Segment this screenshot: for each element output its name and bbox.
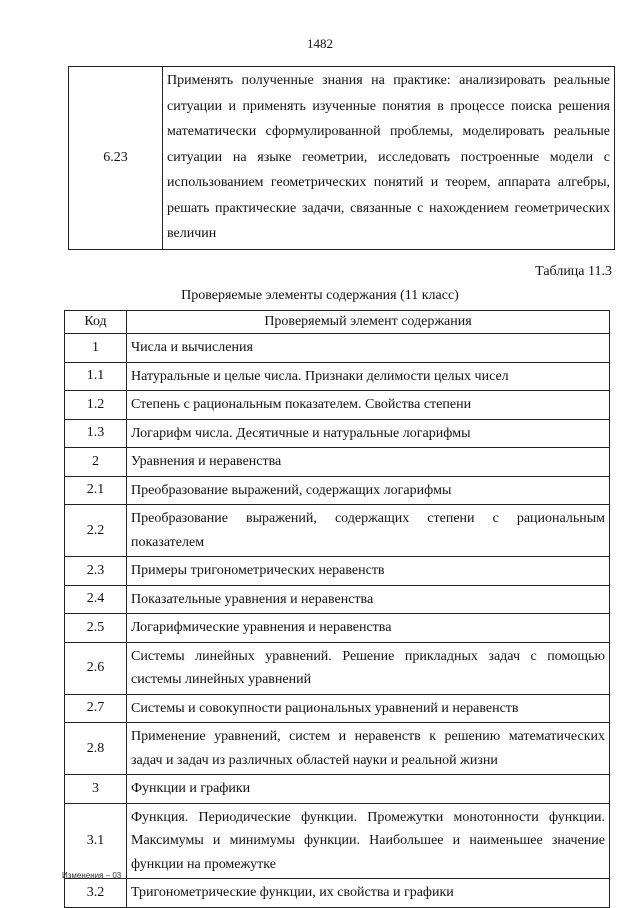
row-text: Преобразование выражений, содержащих степени с рациональным показателем [127, 505, 610, 557]
table-row [65, 614, 610, 643]
table-row [69, 67, 615, 250]
row-text: Применение уравнений, систем и неравенств к решению математических задач и задач из различных областей науки и реальной жизни [127, 723, 610, 775]
table-row [65, 448, 610, 477]
row-code: 2.7 [65, 694, 127, 723]
row-text: Системы линейных уравнений. Решение прикладных задач с помощью системы линейных уравнений [127, 642, 610, 694]
table-header-row [65, 311, 610, 334]
table-row [65, 723, 610, 775]
table-row [65, 803, 610, 879]
row-code: 3.1 [65, 803, 127, 879]
row-text: Применять полученные знания на практике: анализировать реальные ситуации и применять изученные понятия в процессе поиска решения математически сформулированной проблемы, моделировать реальные ситуации на языке геометрии, исследовать построенные модели с использованием геометрических понятий и теорем, аппарата алгебры, решать практические задачи, связанные с нахождением геометрических величин [163, 67, 615, 250]
table-row [65, 419, 610, 448]
row-code: 2.6 [65, 642, 127, 694]
table-row [65, 879, 610, 908]
row-text: Натуральные и целые числа. Признаки делимости целых чисел [127, 362, 610, 391]
row-code: 1.1 [65, 362, 127, 391]
table-row [65, 557, 610, 586]
row-text: Логарифмические уравнения и неравенства [127, 614, 610, 643]
footer-note: Изменения – 03 [62, 871, 122, 880]
row-code: 1.3 [65, 419, 127, 448]
table-row [65, 694, 610, 723]
table-row [65, 585, 610, 614]
row-text: Функции и графики [127, 775, 610, 804]
row-text: Логарифм числа. Десятичные и натуральные логарифмы [127, 419, 610, 448]
row-code: 1.2 [65, 391, 127, 420]
table-row [65, 642, 610, 694]
content-elements-table [64, 310, 610, 908]
row-text: Показательные уравнения и неравенства [127, 585, 610, 614]
table-caption: Проверяемые элементы содержания (11 класс) [181, 288, 459, 303]
row-code: 3.2 [65, 879, 127, 908]
row-code: 2.5 [65, 614, 127, 643]
row-text: Числа и вычисления [127, 334, 610, 363]
row-code: 6.23 [69, 67, 163, 250]
row-code: 3 [65, 775, 127, 804]
row-text: Функция. Периодические функции. Промежутки монотонности функции. Максимумы и минимумы функции. Наибольшее и наименьшее значение функции на промежутке [127, 803, 610, 879]
row-code: 2.8 [65, 723, 127, 775]
table-row [65, 362, 610, 391]
row-text: Системы и совокупности рациональных уравнений и неравенств [127, 694, 610, 723]
row-code: 1 [65, 334, 127, 363]
table-row [65, 775, 610, 804]
row-text: Примеры тригонометрических неравенств [127, 557, 610, 586]
row-text: Преобразование выражений, содержащих логарифмы [127, 476, 610, 505]
row-code: 2.1 [65, 476, 127, 505]
page-number: 1482 [307, 36, 333, 51]
table-number: Таблица 11.3 [535, 264, 612, 279]
table-row [65, 505, 610, 557]
row-text: Уравнения и неравенства [127, 448, 610, 477]
row-code: 2 [65, 448, 127, 477]
table-body [65, 334, 610, 908]
row-code: 2.2 [65, 505, 127, 557]
table-row [65, 334, 610, 363]
row-code: 2.3 [65, 557, 127, 586]
table-row [65, 476, 610, 505]
header-code: Код [65, 311, 127, 334]
table-row [65, 391, 610, 420]
continuation-table [68, 66, 615, 250]
header-element: Проверяемый элемент содержания [127, 311, 610, 334]
row-code: 2.4 [65, 585, 127, 614]
row-text: Степень с рациональным показателем. Свойства степени [127, 391, 610, 420]
row-text: Тригонометрические функции, их свойства и графики [127, 879, 610, 908]
